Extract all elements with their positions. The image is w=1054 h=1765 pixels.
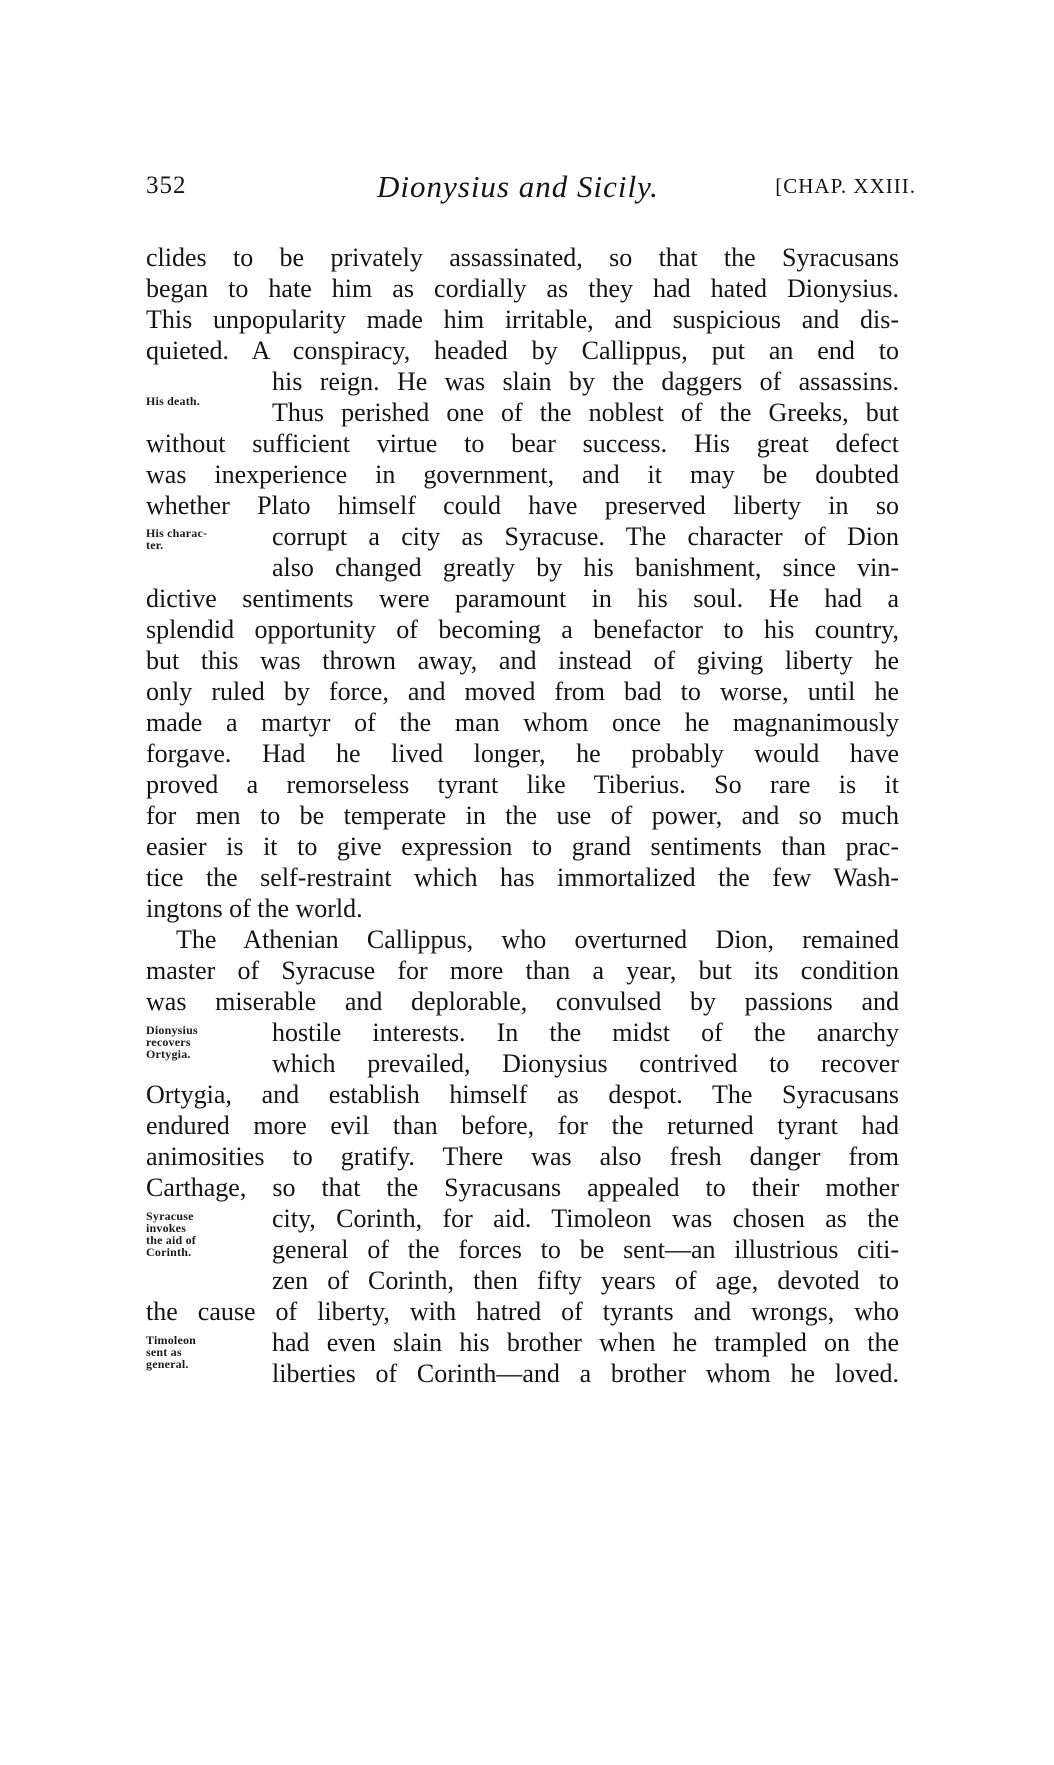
text-line: but this was thrown away, and instead of giving liberty he xyxy=(146,646,899,675)
sidenote-line: His charac- xyxy=(146,526,208,540)
sidenote-line: invokes xyxy=(146,1221,187,1235)
sidenote-line: the aid of xyxy=(146,1233,196,1247)
sidenote-line: His death. xyxy=(146,394,201,408)
sidenote-line: general. xyxy=(146,1357,189,1371)
text-line: clides to be privately assassinated, so that the Syracusans xyxy=(146,243,899,272)
text-line: began to hate him as cordially as they had hated Dionysius. xyxy=(146,274,899,303)
text-line: Thus perished one of the noblest of the Greeks, but xyxy=(272,398,899,427)
sidenote-line: Ortygia. xyxy=(146,1047,191,1061)
text-line: corrupt a city as Syracuse. The character of Dion xyxy=(272,522,899,551)
text-line: liberties of Corinth—and a brother whom he loved. xyxy=(272,1359,899,1388)
text-line: ingtons of the world. xyxy=(146,894,363,923)
text-line: his reign. He was slain by the daggers of assassins. xyxy=(272,367,899,396)
text-line: tice the self-restraint which has immortalized the few Wash- xyxy=(146,863,899,892)
text-line: general of the forces to be sent—an illustrious citi- xyxy=(272,1235,899,1264)
text-line: hostile interests. In the midst of the anarchy xyxy=(272,1018,899,1047)
sidenote-line: Timoleon xyxy=(146,1333,197,1347)
text-line: which prevailed, Dionysius contrived to recover xyxy=(272,1049,899,1078)
text-line: only ruled by force, and moved from bad to worse, until he xyxy=(146,677,899,706)
text-line: also changed greatly by his banishment, since vin- xyxy=(272,553,899,582)
text-line: animosities to gratify. There was also fresh danger from xyxy=(146,1142,899,1171)
text-line: city, Corinth, for aid. Timoleon was chosen as the xyxy=(272,1204,899,1233)
sidenote-line: sent as xyxy=(146,1345,182,1359)
sidenote-his-character xyxy=(146,527,207,551)
text-line: quieted. A conspiracy, headed by Callippus, put an end to xyxy=(146,336,899,365)
text-line: Carthage, so that the Syracusans appealed to their mother xyxy=(146,1173,899,1202)
sidenote-line: Corinth. xyxy=(146,1245,192,1259)
sidenote-syracuse-invokes-corinth xyxy=(146,1210,196,1258)
sidenote-dionysius-recovers-ortygia xyxy=(146,1024,198,1060)
sidenote-timoleon-sent xyxy=(146,1334,196,1370)
text-line: proved a remorseless tyrant like Tiberius. So rare is it xyxy=(146,770,899,799)
text-line: The Athenian Callippus, who overturned Dion, remained xyxy=(176,925,899,954)
page-number: 352 xyxy=(146,172,187,199)
text-line: master of Syracuse for more than a year, but its condition xyxy=(146,956,899,985)
text-line: easier is it to give expression to grand sentiments than prac- xyxy=(146,832,899,861)
text-line: endured more evil than before, for the returned tyrant had xyxy=(146,1111,899,1140)
text-line: Ortygia, and establish himself as despot. The Syracusans xyxy=(146,1080,899,1109)
text-line: forgave. Had he lived longer, he probably would have xyxy=(146,739,899,768)
text-line: dictive sentiments were paramount in his soul. He had a xyxy=(146,584,899,613)
text-line: This unpopularity made him irritable, and suspicious and dis- xyxy=(146,305,899,334)
text-line: had even slain his brother when he trampled on the xyxy=(272,1328,899,1357)
sidenote-line: Syracuse xyxy=(146,1209,194,1223)
sidenote-line: recovers xyxy=(146,1035,191,1049)
chapter-reference: [CHAP. XXIII. xyxy=(775,174,916,198)
sidenote-his-death xyxy=(146,395,200,407)
text-line: made a martyr of the man whom once he magnanimously xyxy=(146,708,899,737)
running-title: Dionysius and Sicily. xyxy=(377,169,659,204)
text-line: without sufficient virtue to bear success. His great defect xyxy=(146,429,899,458)
text-line: splendid opportunity of becoming a benefactor to his country, xyxy=(146,615,899,644)
text-line: whether Plato himself could have preserved liberty in so xyxy=(146,491,899,520)
sidenote-line: Dionysius xyxy=(146,1023,198,1037)
text-line: the cause of liberty, with hatred of tyrants and wrongs, who xyxy=(146,1297,899,1326)
sidenote-line: ter. xyxy=(146,538,164,552)
text-line: zen of Corinth, then fifty years of age, devoted to xyxy=(272,1266,899,1295)
text-line: was miserable and deplorable, convulsed by passions and xyxy=(146,987,899,1016)
text-line: was inexperience in government, and it may be doubted xyxy=(146,460,899,489)
running-head xyxy=(146,169,916,212)
text-line: for men to be temperate in the use of power, and so much xyxy=(146,801,899,830)
